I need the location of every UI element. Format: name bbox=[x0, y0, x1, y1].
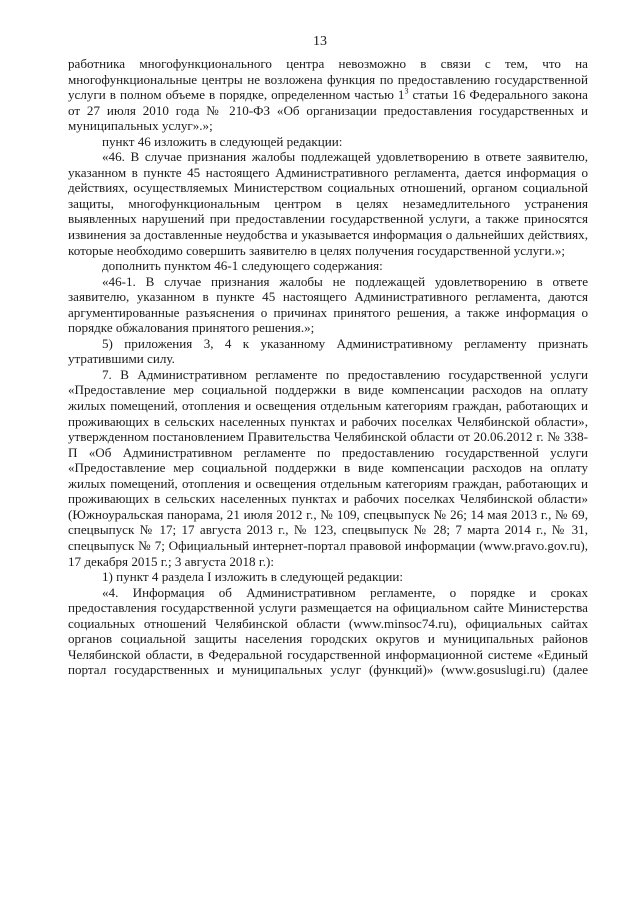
paragraph-point-4-intro: 1) пункт 4 раздела I изложить в следующей редакции: bbox=[102, 569, 404, 585]
paragraph-item-46-1: «46-1. В случае признания жалобы не подлежащей удовлетворению в ответе заявителю, указанном в пункте 45 настоящего Административного регламента, даются аргументированные разъяснения о причинах принятого решения, а также информация о порядке обжалования принятого решения.»; bbox=[68, 273, 588, 336]
document-body bbox=[68, 56, 588, 678]
paragraph-continuation: работника многофункционального центра невозможно в связи с тем, что на многофункциональные центры не возложена функция по предоставлению государственной услуги в полном объеме в порядке, определенном частью $1^3$ статьи 16 Федерального закона от 27 июля 2010 года № 210-ФЗ «Об организации предоставления государственных и муниципальных услуг».»; bbox=[68, 56, 588, 134]
page-number: 13 bbox=[313, 34, 327, 49]
superscript: 3 bbox=[404, 86, 409, 96]
paragraph-item-46: «46. В случае признания жалобы подлежащей удовлетворению в ответе заявителю, указанном в пункте 45 настоящего Административного регламента, дается информация о действиях, осуществляемых Министерством социальных отношений, органом социальной защиты, многофункциональным центром в целях незамедлительного устранения выявленных нарушений при предоставлении государственной услуги, а также приносятся извинения за доставленные неудобства и указывается информация о дальнейших действиях, которые необходимо совершить заявителю в целях получения государственной услуги.»; bbox=[68, 149, 588, 258]
paragraph-appendices: 5) приложения 3, 4 к указанному Административному регламенту признать утратившими силу. bbox=[68, 335, 588, 367]
paragraph-section-7: 7. В Административном регламенте по предоставлению государственной услуги «Предоставление мер социальной поддержки в виде компенсации расходов на оплату жилых помещений, отопления и освещения отдельным категориям граждан, работающих и проживающих в сельских населенных пунктах и рабочих поселках Челябинской области», утвержденном постановлением Правительства Челябинской области от 20.06.2012 г. № 338-П «Об Административном регламенте по предоставлению государственной услуги «Предоставление мер социальной поддержки в виде компенсации расходов на оплату жилых помещений, отопления и освещения отдельным категориям граждан, работающих и проживающих в сельских населенных пунктах и рабочих поселках Челябинской области» (Южноуральская панорама, 21 июля 2012 г., № 109, спецвыпуск № 26; 14 мая 2013 г., № 69, спецвыпуск № 17; 17 августа 2013 г., № 123, спецвыпуск № 28; 7 марта 2014 г., № 31, спецвыпуск № 7; Официальный интернет-портал правовой информации (www.pravo.gov.ru), 17 декабря 2015 г.; 3 августа 2018 г.): bbox=[68, 366, 588, 569]
paragraph-item-46-intro: пункт 46 изложить в следующей редакции: bbox=[102, 133, 343, 149]
paragraph-item-46-1-intro: дополнить пунктом 46-1 следующего содержания: bbox=[102, 258, 383, 274]
paragraph-point-4: «4. Информация об Административном регламенте, о порядке и сроках предоставления государственной услуги размещается на официальном сайте Министерства социальных отношений Челябинской области (www.minsoc74.ru), официальных сайтах органов социальной защиты населения городских округов и муниципальных районов Челябинской области, в Федеральной государственной информационной системе «Единый портал государственных и муниципальных услуг (функций)» (www.gosuslugi.ru) (далее bbox=[68, 584, 588, 678]
